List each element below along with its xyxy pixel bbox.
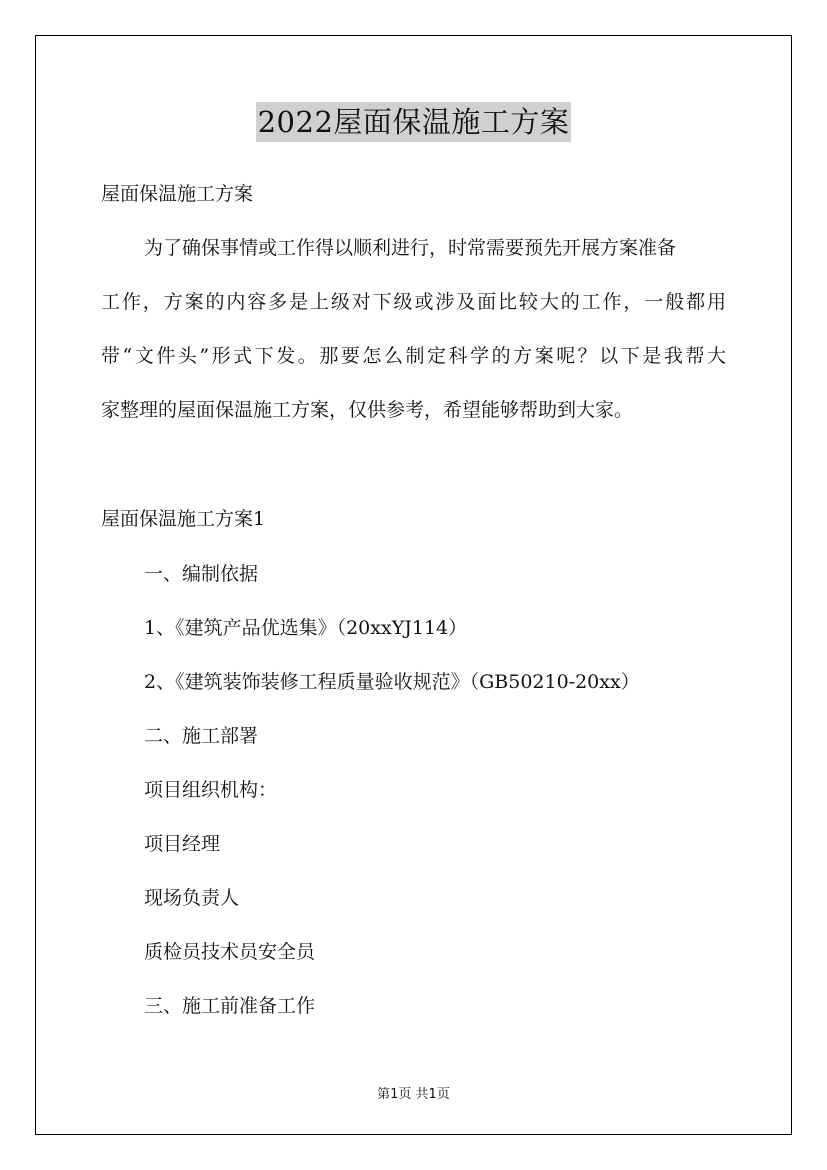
manager-label: 项目经理 [144, 833, 221, 855]
document-title: 2022屋面保温施工方案 [256, 102, 572, 142]
org-label: 项目组织机构： [144, 779, 278, 801]
site-lead-label: 现场负责人 [144, 887, 240, 909]
intro-line-3: 带“文件头”形式下发。那要怎么制定科学的方案呢？以下是我帮大 [101, 345, 726, 367]
intro-line-4: 家整理的屋面保温施工方案，仅供参考，希望能够帮助到大家。 [101, 399, 634, 421]
subtitle: 屋面保温施工方案 [101, 183, 254, 205]
intro-line-1: 为了确保事情或工作得以顺利进行，时常需要预先开展方案准备 [144, 237, 677, 259]
basis-item-2: 2、《建筑装饰装修工程质量验收规范》（GB50210-20xx） [144, 671, 640, 693]
basis-heading: 一、编制依据 [144, 563, 259, 585]
basis-item-1: 1、《建筑产品优选集》（20xxYJ114） [144, 617, 468, 639]
staff-label: 质检员技术员安全员 [144, 941, 316, 963]
prep-heading: 三、施工前准备工作 [144, 995, 316, 1017]
page-footer: 第1页 共1页 [377, 1087, 450, 1102]
deploy-heading: 二、施工部署 [144, 725, 259, 747]
intro-line-2: 工作，方案的内容多是上级对下级或涉及面比较大的工作，一般都用 [101, 291, 726, 313]
section-title: 屋面保温施工方案1 [101, 508, 266, 530]
title-container [0, 102, 827, 142]
